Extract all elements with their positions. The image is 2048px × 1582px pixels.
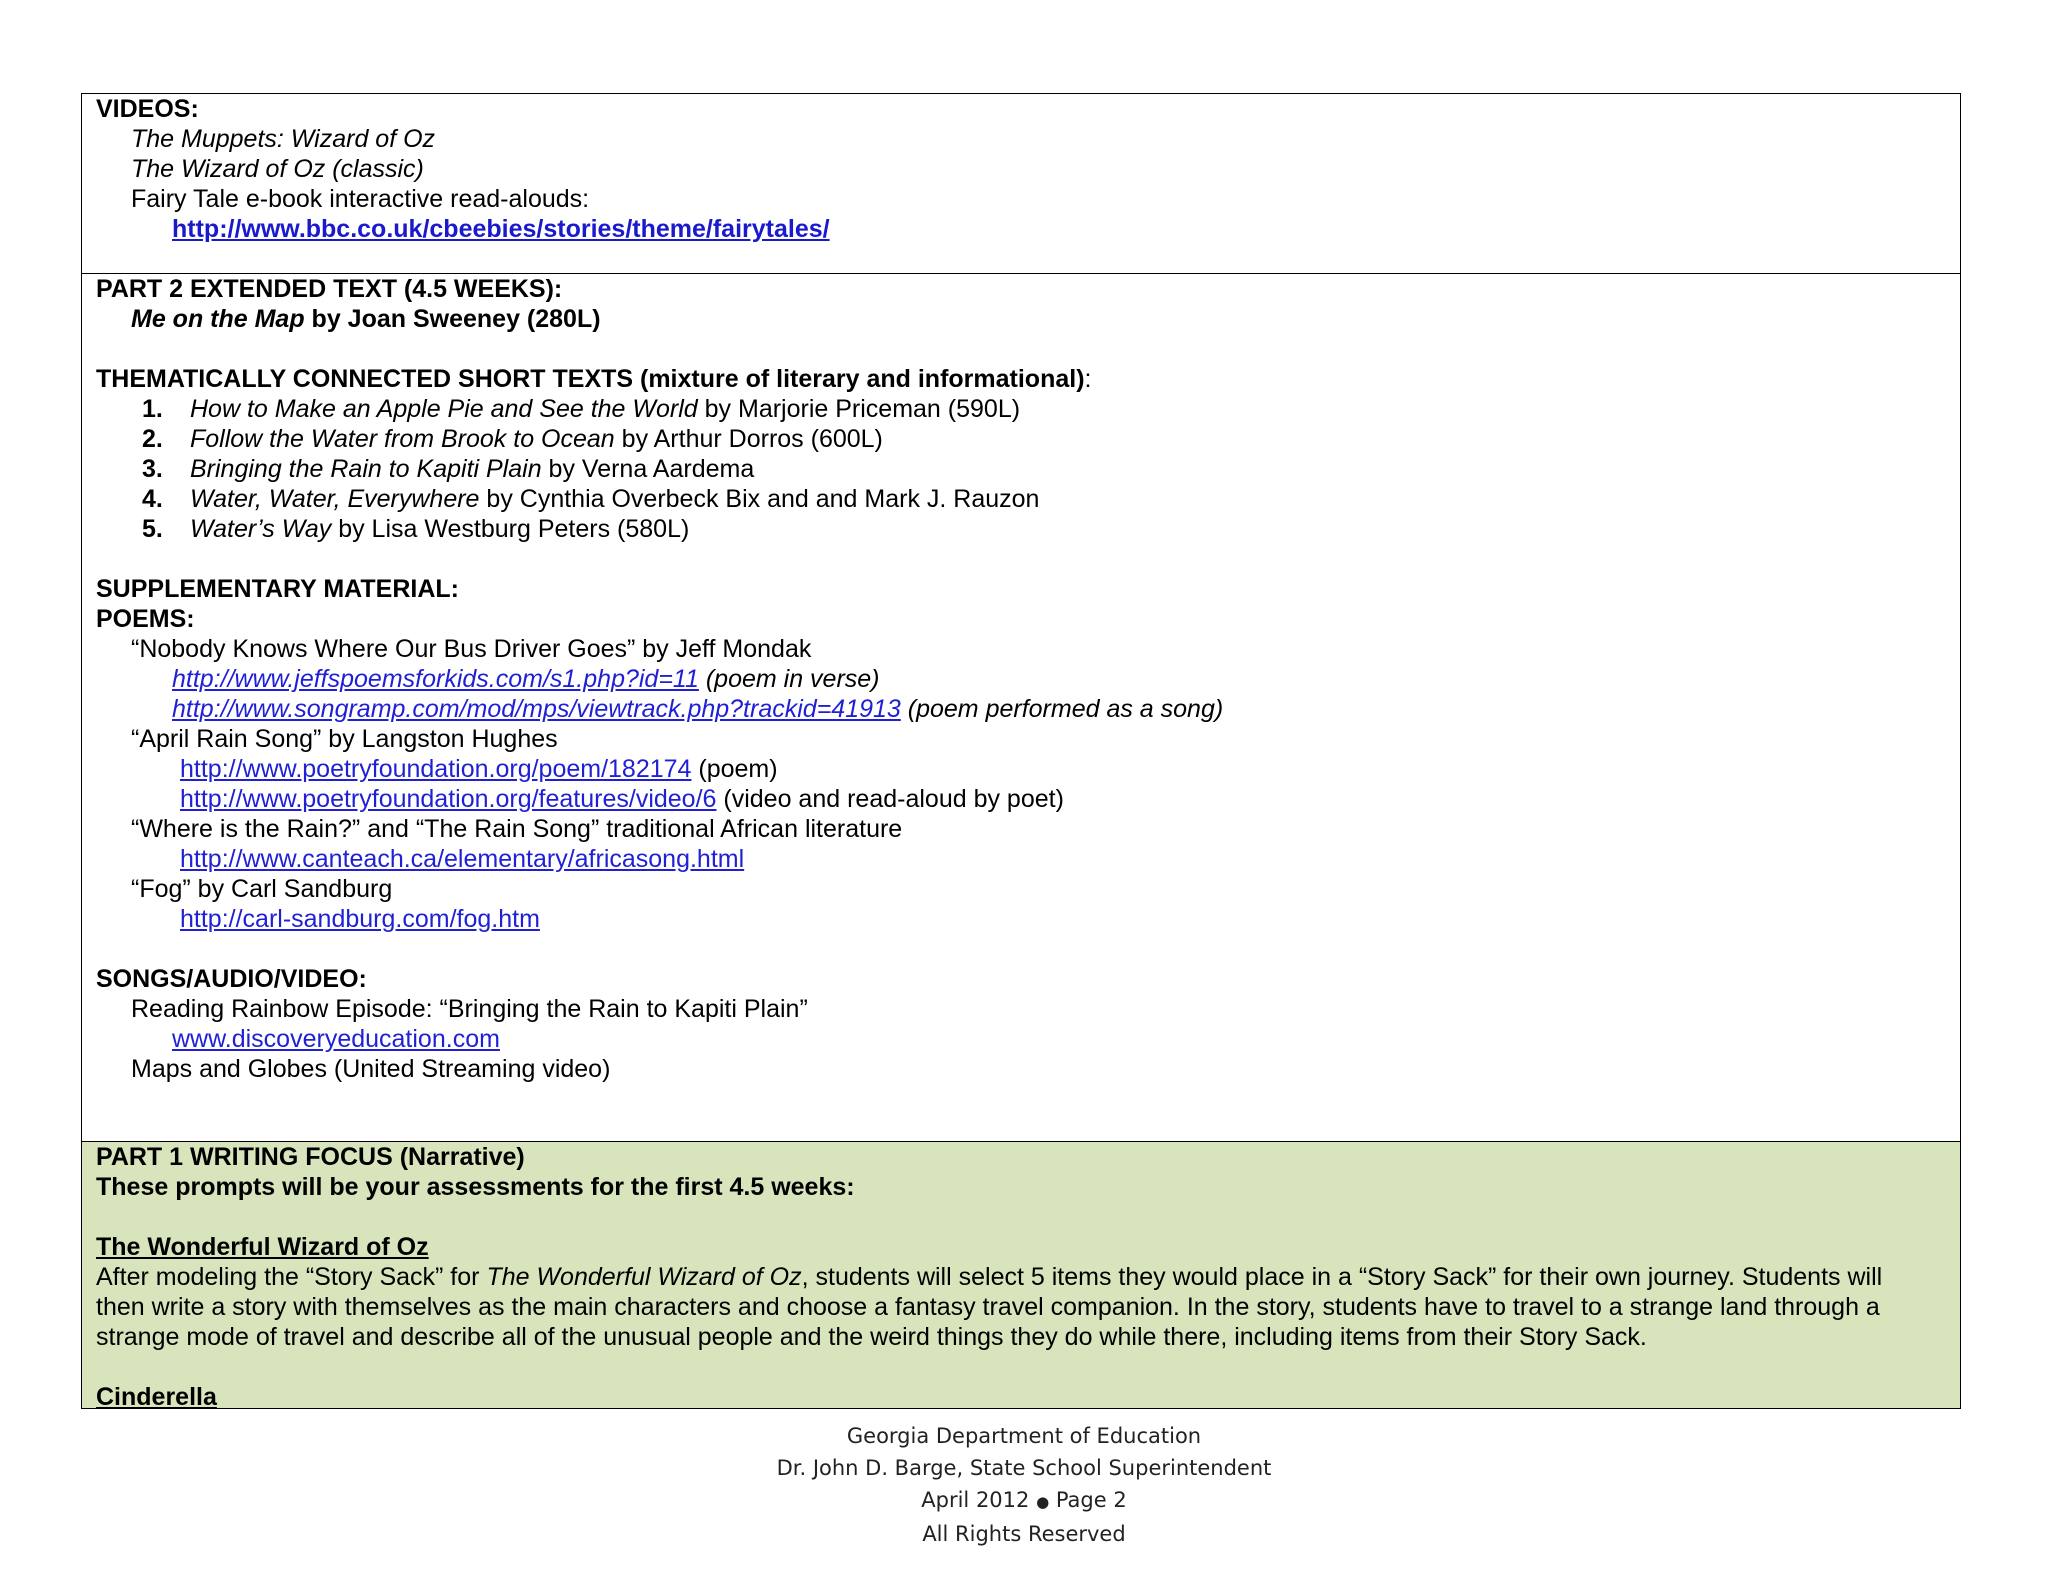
list-rest: by Marjorie Priceman (590L) bbox=[697, 395, 1021, 423]
list-rest: by Arthur Dorros (600L) bbox=[614, 425, 883, 453]
poem-link[interactable]: http://www.canteach.ca/elementary/africasong.html bbox=[180, 845, 745, 873]
footer-date-page bbox=[0, 1484, 2048, 1518]
footer-superintendent: Dr. John D. Barge, State School Superintendent bbox=[776, 1456, 1272, 1480]
fairy-tale-link[interactable]: http://www.bbc.co.uk/cbeebies/stories/theme/fairytales/ bbox=[172, 215, 830, 243]
list-title: How to Make an Apple Pie and See the World bbox=[190, 395, 698, 423]
list-number: 2. bbox=[142, 425, 163, 453]
poem-link-note: (poem in verse) bbox=[698, 665, 880, 693]
footer-bullet: ● bbox=[1036, 1493, 1050, 1511]
poem-title: “Nobody Knows Where Our Bus Driver Goes” by Jeff Mondak bbox=[131, 635, 812, 663]
list-number: 4. bbox=[142, 485, 163, 513]
oz-paragraph bbox=[96, 1262, 1960, 1352]
footer-date: April 2012 bbox=[921, 1488, 1037, 1512]
oz-heading: The Wonderful Wizard of Oz bbox=[96, 1233, 429, 1261]
list-title: Bringing the Rain to Kapiti Plain bbox=[190, 455, 542, 483]
list-rest: by Lisa Westburg Peters (580L) bbox=[331, 515, 690, 543]
songs-heading: SONGS/AUDIO/VIDEO: bbox=[96, 965, 367, 993]
list-item bbox=[96, 424, 1960, 454]
list-item bbox=[96, 514, 1960, 544]
fairy-tale-label: Fairy Tale e-book interactive read-alouds: bbox=[131, 185, 590, 213]
page-footer bbox=[0, 1420, 2048, 1550]
videos-section bbox=[82, 94, 1960, 274]
poems-heading: POEMS: bbox=[96, 605, 195, 633]
supplementary-heading: SUPPLEMENTARY MATERIAL: bbox=[96, 575, 459, 603]
poem-link-note: (poem) bbox=[691, 755, 778, 783]
footer-rights: All Rights Reserved bbox=[922, 1522, 1126, 1546]
songs-item: Maps and Globes (United Streaming video) bbox=[131, 1055, 611, 1083]
document-table bbox=[81, 93, 1961, 1409]
short-texts-colon: : bbox=[1084, 365, 1092, 393]
poem-title: “April Rain Song” by Langston Hughes bbox=[131, 725, 558, 753]
video-item: The Wizard of Oz (classic) bbox=[131, 155, 424, 183]
extended-text-author: by Joan Sweeney (280L) bbox=[304, 305, 601, 333]
footer-page: Page 2 bbox=[1049, 1488, 1127, 1512]
poem-link[interactable]: http://www.jeffspoemsforkids.com/s1.php?id=11 bbox=[172, 665, 699, 693]
list-rest: by Verna Aardema bbox=[541, 455, 755, 483]
list-item bbox=[96, 484, 1960, 514]
poem-title: “Fog” by Carl Sandburg bbox=[131, 875, 393, 903]
list-number: 1. bbox=[142, 395, 163, 423]
poem-link-note: (video and read-aloud by poet) bbox=[716, 785, 1064, 813]
list-item bbox=[96, 394, 1960, 424]
videos-heading: VIDEOS: bbox=[96, 95, 199, 123]
poem-link[interactable]: http://www.poetryfoundation.org/features/video/6 bbox=[180, 785, 717, 813]
list-number: 3. bbox=[142, 455, 163, 483]
oz-para-post: , students will select 5 items they would place in a “Story Sack” for their own journey. Students will then write a story with themselves as the main characters and choose a fantasy travel companion. In the story, students have to travel to a strange land through a strange mode of travel and describe all of the unusual people and the weird things they do while there, including items from their Story Sack. bbox=[96, 1263, 1883, 1351]
poem-link[interactable]: http://www.poetryfoundation.org/poem/182174 bbox=[180, 755, 692, 783]
list-title: Water’s Way bbox=[190, 515, 332, 543]
poem-link[interactable]: http://www.songramp.com/mod/mps/viewtrack.php?trackid=41913 bbox=[172, 695, 901, 723]
oz-para-title: The Wonderful Wizard of Oz bbox=[486, 1263, 802, 1291]
list-rest: by Cynthia Overbeck Bix and and Mark J. Rauzon bbox=[479, 485, 1040, 513]
writing-heading: PART 1 WRITING FOCUS (Narrative) bbox=[96, 1143, 525, 1171]
cinderella-heading: Cinderella bbox=[96, 1383, 217, 1408]
list-item bbox=[96, 454, 1960, 484]
extended-text bbox=[96, 304, 1960, 334]
short-texts-heading-row bbox=[96, 364, 1960, 394]
short-texts-heading: THEMATICALLY CONNECTED SHORT TEXTS (mixture of literary and informational) bbox=[96, 365, 1085, 393]
part2-section bbox=[82, 274, 1960, 1142]
list-title: Water, Water, Everywhere bbox=[190, 485, 480, 513]
songs-item: Reading Rainbow Episode: “Bringing the Rain to Kapiti Plain” bbox=[131, 995, 808, 1023]
short-texts-list bbox=[96, 394, 1960, 544]
poem-link[interactable]: http://carl-sandburg.com/fog.htm bbox=[180, 905, 540, 933]
poem-link-note: (poem performed as a song) bbox=[900, 695, 1224, 723]
poem-title: “Where is the Rain?” and “The Rain Song” traditional African literature bbox=[131, 815, 903, 843]
extended-text-title: Me on the Map bbox=[131, 305, 305, 333]
writing-focus-section bbox=[82, 1142, 1960, 1408]
footer-org: Georgia Department of Education bbox=[846, 1424, 1202, 1448]
video-item: The Muppets: Wizard of Oz bbox=[131, 125, 436, 153]
part2-heading: PART 2 EXTENDED TEXT (4.5 WEEKS): bbox=[96, 275, 563, 303]
list-number: 5. bbox=[142, 515, 163, 543]
list-title: Follow the Water from Brook to Ocean bbox=[190, 425, 615, 453]
oz-para-pre: After modeling the “Story Sack” for bbox=[96, 1263, 487, 1291]
writing-subheading: These prompts will be your assessments for the first 4.5 weeks: bbox=[96, 1173, 855, 1201]
songs-link[interactable]: www.discoveryeducation.com bbox=[172, 1025, 500, 1053]
